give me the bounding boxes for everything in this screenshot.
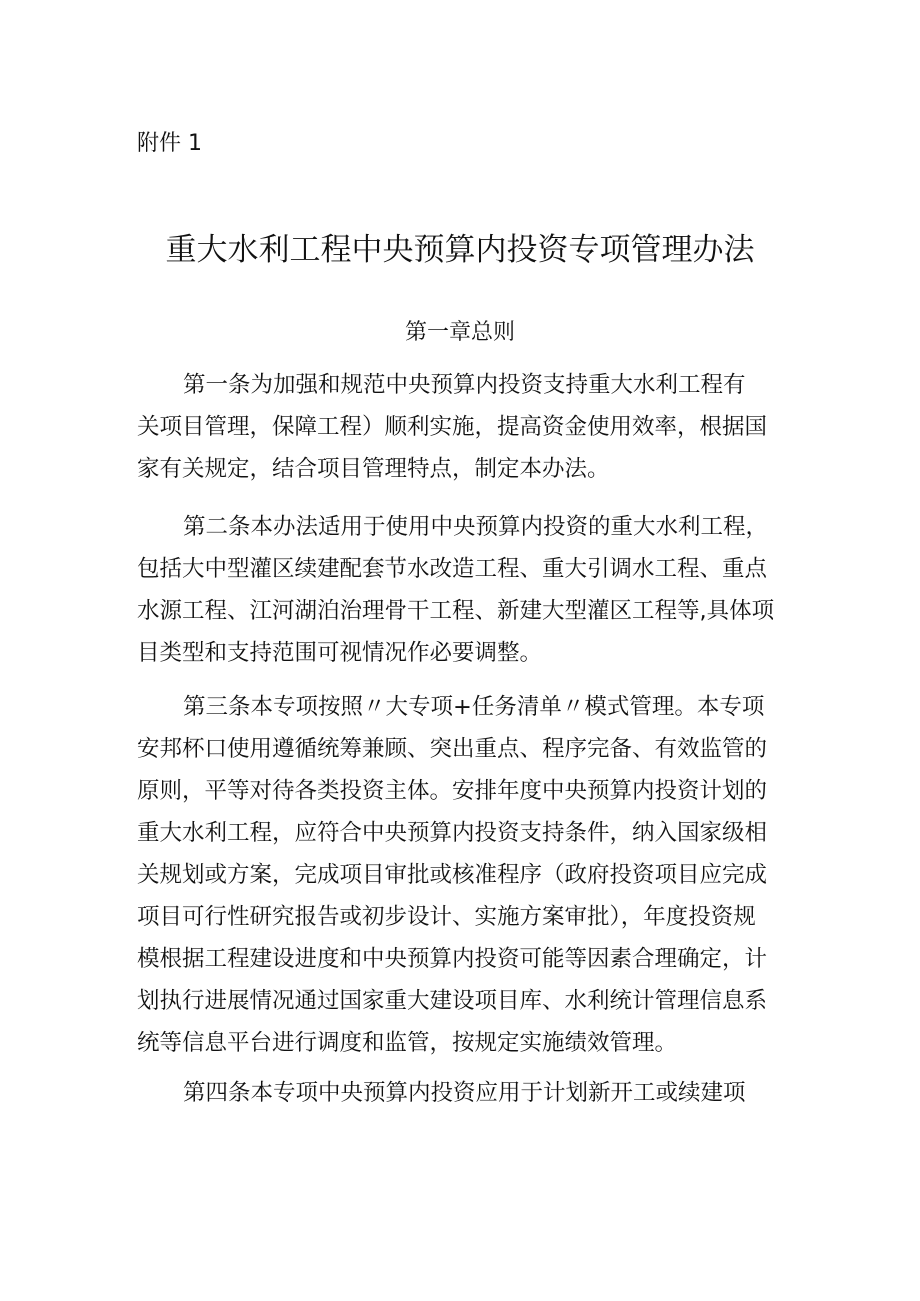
paragraph-line: 第三条本专项按照〃大专项+任务清单〃模式管理。本专项 [183,694,765,720]
paragraph-line: 家有关规定，结合项目管理特点，制定本办法。 [137,456,610,482]
paragraph-line: 项目可行性研究报告或初步设计、实施方案审批），年度投资规 [137,904,756,930]
paragraph-line: 水源工程、江河湖泊治理骨干工程、新建大型灌区工程等,具体项 [137,598,775,624]
article-4-paragraph [137,1072,787,1114]
chapter-heading: 第一章总则 [404,320,515,345]
paragraph-line: 模根据工程建设进度和中央预算内投资可能等因素合理确定，计 [137,946,768,972]
article-2-paragraph [137,506,787,674]
article-1-paragraph [137,364,787,490]
article-3-paragraph [137,686,787,1064]
paragraph-line: 统等信息平台进行调度和监管，按规定实施绩效管理。 [137,1030,678,1056]
paragraph-line: 包括大中型灌区续建配套节水改造工程、重大引调水工程、重点 [137,556,768,582]
paragraph-line: 第二条本办法适用于使用中央预算内投资的重大水利工程， [183,514,769,540]
paragraph-line: 重大水利工程，应符合中央预算内投资支持条件，纳入国家级相 [137,820,768,846]
document-title: 重大水利工程中央预算内投资专项管理办法 [165,232,755,268]
paragraph-line: 关项目管理，保障工程）顺利实施，提高资金使用效率，根据国 [137,414,768,440]
attachment-label: 附件 1 [137,131,202,156]
paragraph-line: 安邦杯口使用遵循统筹兼顾、突出重点、程序完备、有效监管的 [137,736,768,762]
paragraph-line: 第四条本专项中央预算内投资应用于计划新开工或续建项 [183,1080,746,1106]
paragraph-line: 关规划或方案，完成项目审批或核准程序（政府投资项目应完成 [137,862,768,888]
paragraph-line: 原则，平等对待各类投资主体。安排年度中央预算内投资计划的 [137,778,768,804]
paragraph-line: 划执行进展情况通过国家重大建设项目库、水利统计管理信息系 [137,988,768,1014]
paragraph-line: 目类型和支持范围可视情况作必要调整。 [137,640,543,666]
paragraph-line: 第一条为加强和规范中央预算内投资支持重大水利工程有 [183,372,746,398]
